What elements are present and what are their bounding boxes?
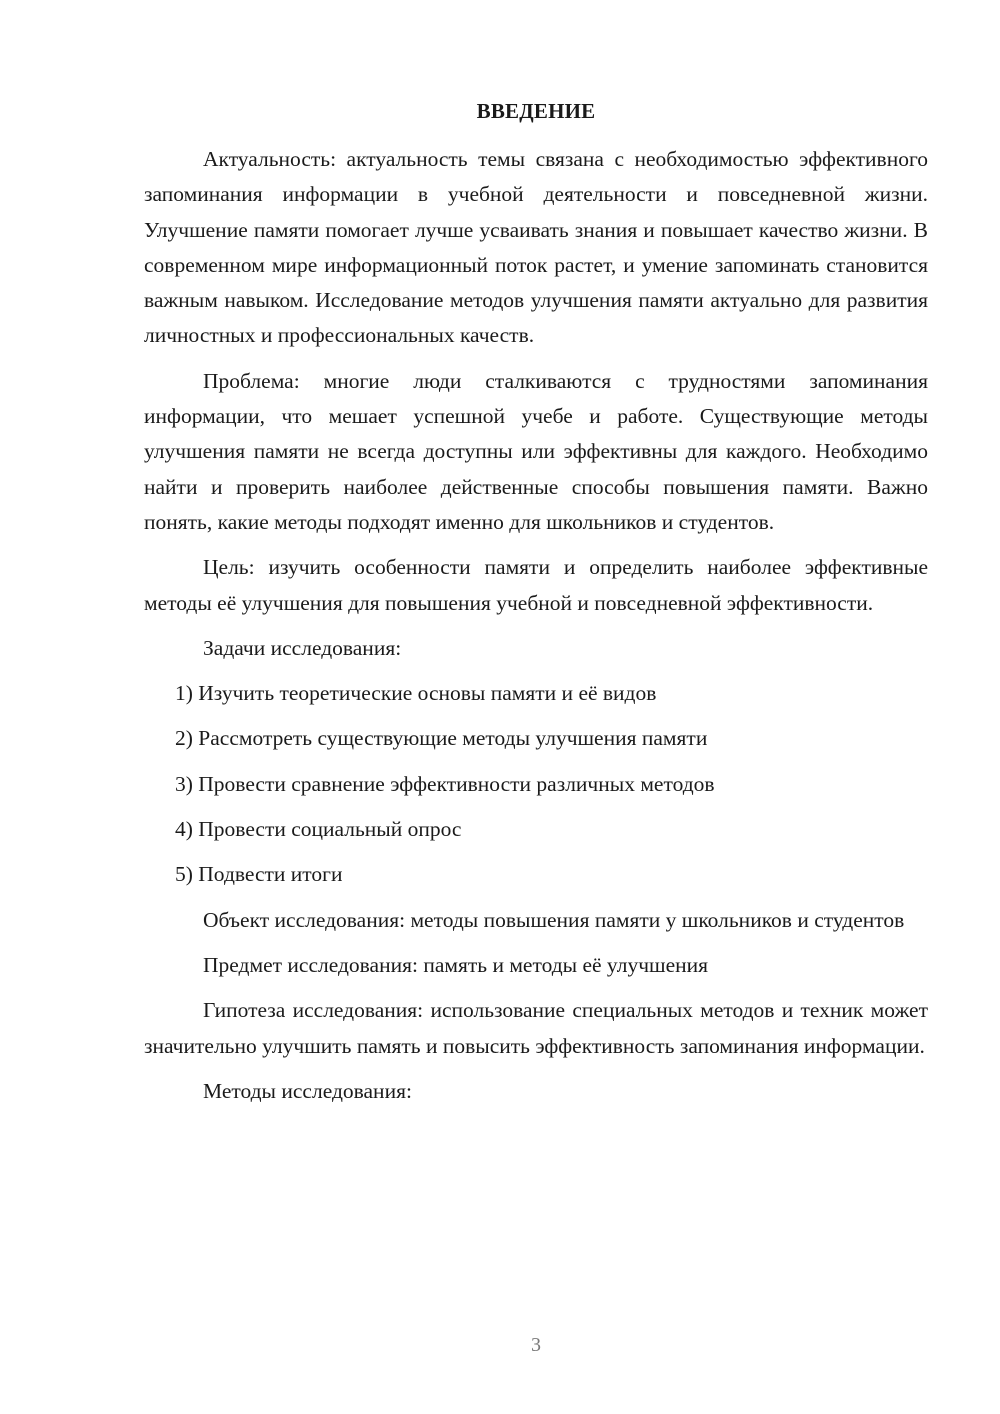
paragraph-object: Объект исследования: методы повышения памяти у школьников и студентов — [203, 907, 905, 932]
list-item: 3) Провести сравнение эффективности различных методов — [175, 771, 715, 796]
tasks-list — [144, 676, 928, 892]
paragraph-hypothesis: Гипотеза исследования: использование специальных методов и техник может значительно улучшить память и повысить эффективность запоминания информации. — [144, 998, 928, 1058]
methods-heading: Методы исследования: — [203, 1078, 412, 1103]
page-number: 3 — [531, 1334, 541, 1356]
paragraph-goal: Цель: изучить особенности памяти и определить наиболее эффективные методы её улучшения для повышения учебной и повседневной эффективности. — [144, 555, 928, 615]
document-body — [144, 142, 928, 1119]
paragraph-relevance: Актуальность: актуальность темы связана с необходимостью эффективного запоминания информации в учебной деятельности и повседневной жизни. Улучшение памяти помогает лучше усваивать знания и повышает качество жизни. В современном мире информационный поток растет, и умение запоминать становится важным навыком. Исследование методов улучшения памяти актуально для развития личностных и профессиональных качеств. — [144, 147, 928, 348]
page-title: ВВЕДЕНИЕ — [476, 99, 596, 123]
list-item: 2) Рассмотреть существующие методы улучшения памяти — [175, 726, 708, 751]
list-item: 1) Изучить теоретические основы памяти и её видов — [175, 681, 657, 706]
list-item: 4) Провести социальный опрос — [175, 817, 462, 842]
paragraph-subject: Предмет исследования: память и методы её улучшения — [203, 952, 709, 977]
paragraph-problem: Проблема: многие люди сталкиваются с трудностями запоминания информации, что мешает успешной учебе и работе. Существующие методы улучшения памяти не всегда доступны или эффективны для каждого. Необходимо найти и проверить наиболее действенные способы повышения памяти. Важно понять, какие методы подходят именно для школьников и студентов. — [144, 368, 928, 534]
list-item: 5) Подвести итоги — [175, 862, 343, 887]
tasks-heading: Задачи исследования: — [203, 635, 402, 660]
